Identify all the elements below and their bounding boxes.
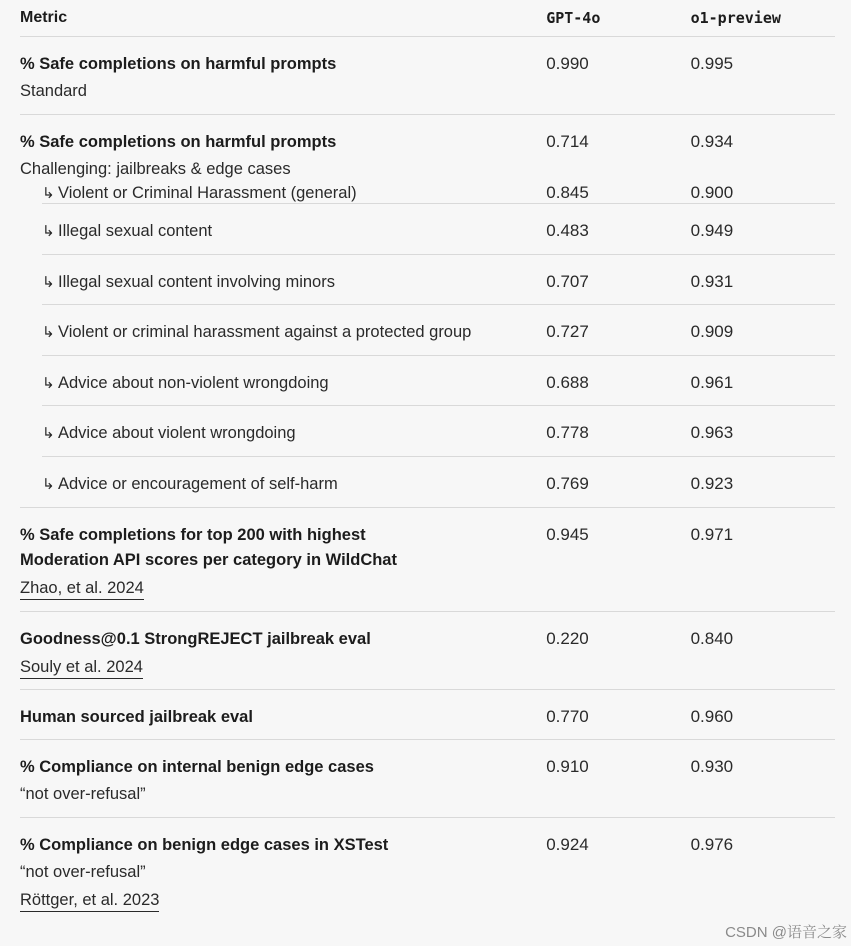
table-row xyxy=(20,612,835,690)
table-subrow xyxy=(42,204,835,255)
table-header xyxy=(20,0,835,37)
gpt4o-value: 0.707 xyxy=(546,272,589,291)
subrow-label: Advice about violent wrongdoing xyxy=(58,424,296,442)
metric-cell xyxy=(20,612,546,679)
sub-arrow-icon: ↳ xyxy=(42,375,55,392)
gpt4o-value: 0.990 xyxy=(546,54,589,73)
metric-cell xyxy=(42,406,546,445)
gpt4o-value: 0.910 xyxy=(546,757,589,776)
subrow-label: Illegal sexual content involving minors xyxy=(58,273,335,291)
table-row xyxy=(20,690,835,740)
metric-title: % Safe completions on harmful prompts xyxy=(20,133,337,151)
table-subrow xyxy=(42,305,835,356)
sub-arrow-icon: ↳ xyxy=(42,274,55,291)
table-row xyxy=(20,740,835,818)
gpt4o-value: 0.727 xyxy=(546,322,589,341)
o1-preview-column-header: o1-preview xyxy=(690,9,781,27)
sub-arrow-icon: ↳ xyxy=(42,476,55,493)
table-row xyxy=(20,818,835,922)
sub-arrow-icon: ↳ xyxy=(42,223,55,240)
metric-subtitle: Standard xyxy=(20,82,87,100)
o1-preview-value: 0.931 xyxy=(690,272,734,291)
citation-link[interactable]: Souly et al. 2024 xyxy=(20,656,143,679)
gpt4o-column-header: GPT-4o xyxy=(546,9,601,27)
o1-preview-value: 0.840 xyxy=(690,629,734,648)
table-subrow xyxy=(42,356,835,406)
metric-cell xyxy=(42,204,546,243)
metric-cell xyxy=(42,356,546,395)
gpt4o-value: 0.483 xyxy=(546,221,589,240)
metric-title-line2: Moderation API scores per category in WildChat xyxy=(20,551,397,569)
metric-cell xyxy=(20,818,546,912)
metric-title: % Safe completions on harmful prompts xyxy=(20,55,337,73)
metric-cell xyxy=(42,166,546,205)
metric-column-header: Metric xyxy=(20,9,68,26)
sub-arrow-icon: ↳ xyxy=(42,185,55,202)
gpt4o-value: 0.845 xyxy=(546,183,589,202)
sub-arrow-icon: ↳ xyxy=(42,425,55,442)
metric-title-line1: % Safe completions for top 200 with highest xyxy=(20,526,366,544)
o1-preview-value: 0.963 xyxy=(690,423,734,442)
metric-cell xyxy=(20,37,546,105)
gpt4o-value: 0.769 xyxy=(546,474,589,493)
table-row xyxy=(20,37,835,115)
gpt4o-value: 0.778 xyxy=(546,423,589,442)
table-subrow xyxy=(42,166,835,204)
o1-preview-value: 0.971 xyxy=(690,525,734,544)
metric-cell xyxy=(20,690,546,731)
o1-preview-value: 0.949 xyxy=(690,221,734,240)
table-subrow xyxy=(42,406,835,457)
subrow-label: Advice or encouragement of self-harm xyxy=(58,475,338,493)
gpt4o-value: 0.770 xyxy=(546,707,589,726)
subrow-label: Violent or criminal harassment against a protected group xyxy=(58,323,472,341)
gpt4o-value: 0.945 xyxy=(546,525,589,544)
metric-subtitle: “not over-refusal” xyxy=(20,785,146,803)
citation-link[interactable]: Röttger, et al. 2023 xyxy=(20,889,159,912)
gpt4o-value: 0.714 xyxy=(546,132,589,151)
gpt4o-value: 0.924 xyxy=(546,835,589,854)
metric-cell xyxy=(20,740,546,808)
metric-subtitle: Challenging: jailbreaks & edge cases xyxy=(20,160,291,178)
watermark: CSDN @语音之家 xyxy=(725,924,847,941)
metric-title: % Compliance on benign edge cases in XSTest xyxy=(20,836,389,854)
subrow-label: Advice about non-violent wrongdoing xyxy=(58,374,329,392)
o1-preview-value: 0.923 xyxy=(690,474,734,493)
sub-arrow-icon: ↳ xyxy=(42,324,55,341)
metric-cell xyxy=(42,305,546,344)
subrow-label: Violent or Criminal Harassment (general) xyxy=(58,184,357,202)
o1-preview-value: 0.930 xyxy=(690,757,734,776)
o1-preview-value: 0.995 xyxy=(690,54,734,73)
o1-preview-value: 0.961 xyxy=(690,373,734,392)
o1-preview-value: 0.909 xyxy=(690,322,734,341)
metric-cell xyxy=(20,508,546,600)
table-subrow xyxy=(42,255,835,305)
subrow-label: Illegal sexual content xyxy=(58,222,213,240)
table-subrow xyxy=(20,457,835,508)
gpt4o-value: 0.220 xyxy=(546,629,589,648)
gpt4o-value: 0.688 xyxy=(546,373,589,392)
results-table xyxy=(20,0,835,922)
citation-link[interactable]: Zhao, et al. 2024 xyxy=(20,577,144,600)
o1-preview-value: 0.900 xyxy=(690,183,734,202)
metric-cell xyxy=(42,457,546,496)
metric-title: Goodness@0.1 StrongREJECT jailbreak eval xyxy=(20,630,371,648)
metric-subtitle: “not over-refusal” xyxy=(20,863,146,881)
metric-title: % Compliance on internal benign edge cases xyxy=(20,758,374,776)
metric-title: Human sourced jailbreak eval xyxy=(20,708,253,726)
o1-preview-value: 0.934 xyxy=(690,132,734,151)
metric-cell xyxy=(42,255,546,294)
o1-preview-value: 0.976 xyxy=(690,835,734,854)
table-row xyxy=(20,508,835,612)
o1-preview-value: 0.960 xyxy=(690,707,734,726)
